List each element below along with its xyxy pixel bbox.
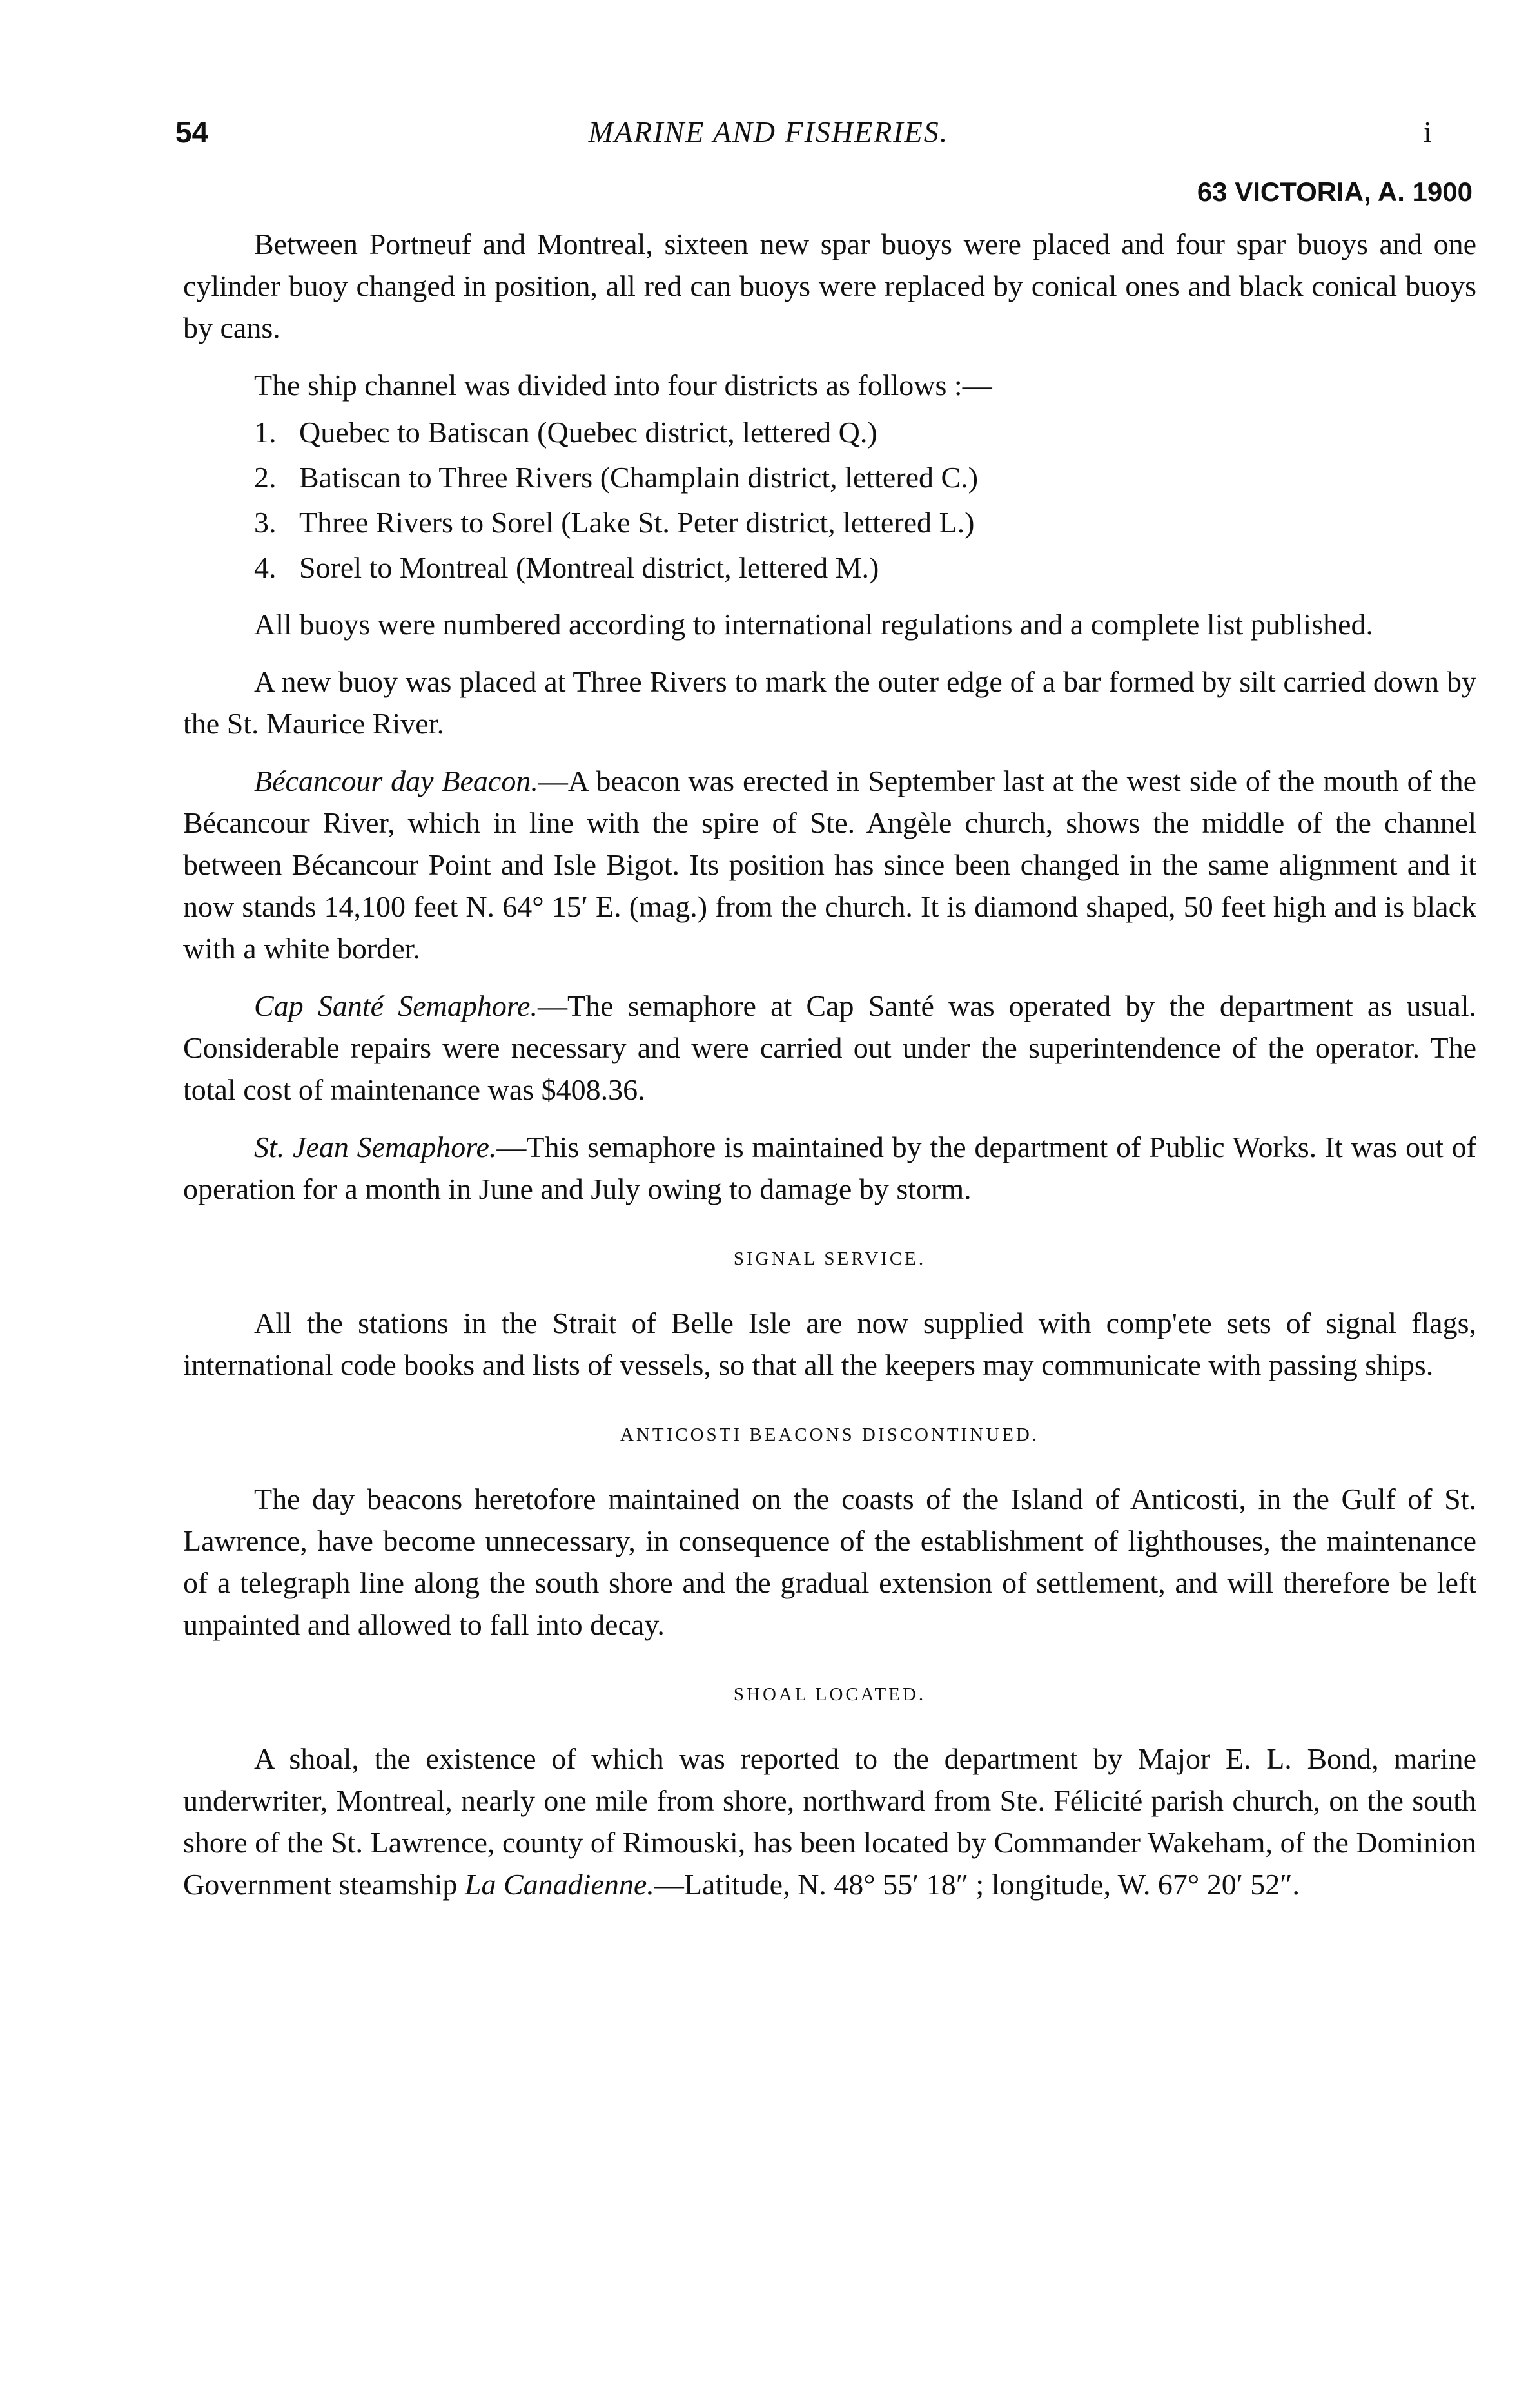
body-text [183, 223, 1476, 1905]
becancour-beacon-text: —A beacon was erected in September last at the west side of the mouth of the Bécancour River, which in line with the spire of Ste. Angèle church, shows the middle of the channel between Bécancour Point and Isle Bigot. Its position has since been changed in the same alignment and it now stands 14,100 feet N. 64° 15′ E. (mag.) from the church. It is diamond shaped, 50 feet high and is black with a white border. [183, 764, 1476, 965]
list-item [254, 455, 1476, 500]
district-list [183, 410, 1476, 590]
ship-name: La Canadienne. [464, 1868, 654, 1901]
list-item [254, 410, 1476, 455]
paragraph-districts-intro: The ship channel was divided into four districts as follows :— [254, 369, 992, 402]
paragraph-cap-sante [183, 985, 1476, 1111]
list-item-text: Quebec to Batiscan (Quebec district, lettered Q.) [299, 416, 877, 449]
st-jean-text: —This semaphore is maintained by the department of Public Works. It was out of operation for a month in June and July owing to damage by storm. [183, 1131, 1476, 1205]
paragraph-anticosti: The day beacons heretofore maintained on the coasts of the Island of Anticosti, in the Gulf of St. Lawrence, have become unnecessary, in consequence of the establishment of lighthouses, the maintenance of a telegraph line along the south shore and the gradual extension of settlement, and will therefore be left unpainted and allowed to fall into decay. [183, 1482, 1476, 1641]
list-item-text: Sorel to Montreal (Montreal district, lettered M.) [299, 551, 879, 584]
section-heading-shoal: SHOAL LOCATED. [733, 1684, 926, 1705]
shoal-text: A shoal, the existence of which was reported to the department by Major E. L. Bond, marine underwriter, Montreal, nearly one mile from shore, northward from Ste. Félicité parish church, on the south shore of the St. Lawrence, county of Rimouski, has been located by Commander Wakeham, of the Dominion Government steamship [183, 1742, 1476, 1901]
section-heading-signal-service: SIGNAL SERVICE. [733, 1248, 926, 1269]
cap-sante-text: —The semaphore at Cap Santé was operated by the department as usual. Considerable repairs were necessary and were carried out under the superintendence of the operator. The total cost of maintenance was $408.36. [183, 989, 1476, 1106]
list-item-number: 2. [254, 461, 277, 494]
list-item [254, 500, 1476, 545]
paragraph-buoys: Between Portneuf and Montreal, sixteen new spar buoys were placed and four spar buoys and one cylinder buoy changed in position, all red can buoys were replaced by conical ones and black conical buoys by cans. [183, 228, 1476, 344]
paragraph-numbering: All buoys were numbered according to international regulations and a complete list published. [254, 608, 1374, 641]
paragraph-shoal [183, 1738, 1476, 1905]
paragraph-st-jean [183, 1126, 1476, 1210]
list-item [254, 545, 1476, 590]
paragraph-signal-service: All the stations in the Strait of Belle Isle are now supplied with comp'ete sets of signal flags, international code books and lists of vessels, so that all the keepers may communicate with passing ships. [183, 1306, 1476, 1381]
paragraph-becancour-beacon [183, 760, 1476, 969]
list-item-text: Batiscan to Three Rivers (Champlain district, lettered C.) [299, 461, 979, 494]
running-title: MARINE AND FISHERIES. [588, 115, 949, 148]
list-item-text: Three Rivers to Sorel (Lake St. Peter district, lettered L.) [299, 506, 975, 539]
list-item-number: 1. [254, 416, 277, 449]
session-label: 63 VICTORIA, A. 1900 [1197, 177, 1473, 207]
section-heading-anticosti: ANTICOSTI BEACONS DISCONTINUED. [620, 1424, 1040, 1445]
paragraph-three-rivers-buoy: A new buoy was placed at Three Rivers to mark the outer edge of a bar formed by silt carried down by the St. Maurice River. [183, 665, 1476, 740]
shoal-position: —Latitude, N. 48° 55′ 18″ ; longitude, W. 67° 20′ 52″. [654, 1868, 1300, 1901]
sessional-paper-number: i [1424, 115, 1432, 148]
cap-sante-title: Cap Santé Semaphore. [254, 989, 538, 1022]
page-number: 54 [175, 115, 209, 149]
st-jean-title: St. Jean Semaphore. [254, 1131, 497, 1163]
list-item-number: 3. [254, 506, 277, 539]
becancour-beacon-title: Bécancour day Beacon. [254, 764, 538, 797]
list-item-number: 4. [254, 551, 277, 584]
